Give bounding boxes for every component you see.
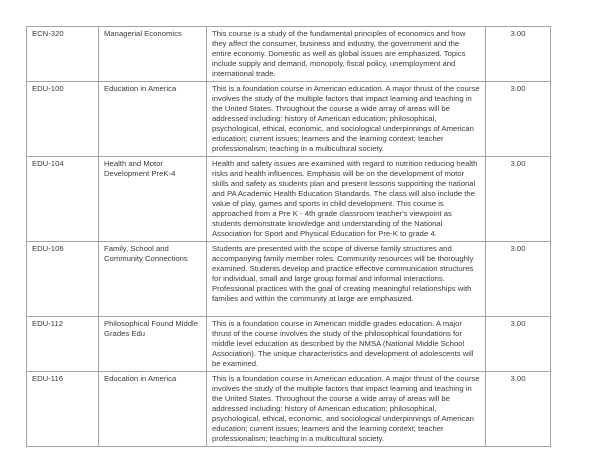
course-name-cell: Managerial Economics bbox=[99, 27, 207, 82]
course-description-cell: This course is a study of the fundamental principles of economics and how they affect the consumer, business and industry, the government and the entire economy. Domestic as well as global issues are emphasized. Topics include supply and demand, monopoly, fiscal policy, unemployment and international trade. bbox=[207, 27, 486, 82]
course-code-cell: EDU-112 bbox=[27, 317, 99, 372]
table-row bbox=[27, 157, 551, 242]
course-catalog-table bbox=[26, 26, 551, 447]
course-code-cell: EDU-100 bbox=[27, 82, 99, 157]
course-name-cell: Education in America bbox=[99, 372, 207, 447]
table-row bbox=[27, 317, 551, 372]
table-row bbox=[27, 82, 551, 157]
course-description-cell: This is a foundation course in American education. A major thrust of the course involves the study of the multiple factors that impact learning and teaching in the United States. Throughout the course a wide array of areas will be addressed including: history of American education; philosophical, psychological, ethical, economic, and sociological underpinnings of American education; current issues; learners and the learning context; teacher professionalism; teaching in a multicultural society. bbox=[207, 372, 486, 447]
course-name-cell: Family, School and Community Connections bbox=[99, 242, 207, 317]
table-row bbox=[27, 242, 551, 317]
course-description-cell: This is a foundation course in American middle grades education. A major thrust of the course involves the study of the philosophical foundations for middle level education as described by the NMSA (National Middle School Association). The unique characteristics and development of adolescents will be examined. bbox=[207, 317, 486, 372]
course-name-cell: Health and Motor Development PreK-4 bbox=[99, 157, 207, 242]
table-row bbox=[27, 27, 551, 82]
course-credits-cell: 3.00 bbox=[486, 372, 551, 447]
table-row bbox=[27, 372, 551, 447]
course-code-cell: EDU-116 bbox=[27, 372, 99, 447]
course-credits-cell: 3.00 bbox=[486, 317, 551, 372]
course-description-cell: Students are presented with the scope of diverse family structures and accompanying family member roles. Community resources will be thoroughly examined. Students develop and practice effective communication structures for individual, small and large group formal and informal interactions. Professional practices with the goal of creating meaningful relationships with families and within the community at large are emphasized. bbox=[207, 242, 486, 317]
course-name-cell: Philosophical Found Middle Grades Edu bbox=[99, 317, 207, 372]
course-credits-cell: 3.00 bbox=[486, 27, 551, 82]
course-description-cell: This is a foundation course in American education. A major thrust of the course involves the study of the multiple factors that impact learning and teaching in the United States. Throughout the course a wide array of areas will be addressed including: history of American education; philosophical, psychological, ethical, economic, and sociological underpinnings of American education; current issues; learners and the learning context; teacher professionalism; teaching in a multicultural society. bbox=[207, 82, 486, 157]
course-code-cell: EDU-106 bbox=[27, 242, 99, 317]
course-credits-cell: 3.00 bbox=[486, 157, 551, 242]
course-code-cell: EDU-104 bbox=[27, 157, 99, 242]
course-description-cell: Health and safety issues are examined with regard to nutrition reducing health risks and health influences. Emphasis will be on the development of motor skills and safety as students plan and present lessons supporting the national and PA Academic Health Education Standards. The class will also include the value of play, games and sports in child development. This course is approached from a Pre K - 4th grade classroom teacher's viewpoint as students demonstrate knowledge and understanding of the National Association for Sport and Physical Education for Pre-K to grade 4. bbox=[207, 157, 486, 242]
course-credits-cell: 3.00 bbox=[486, 242, 551, 317]
course-credits-cell: 3.00 bbox=[486, 82, 551, 157]
course-name-cell: Education in America bbox=[99, 82, 207, 157]
course-code-cell: ECN-320 bbox=[27, 27, 99, 82]
